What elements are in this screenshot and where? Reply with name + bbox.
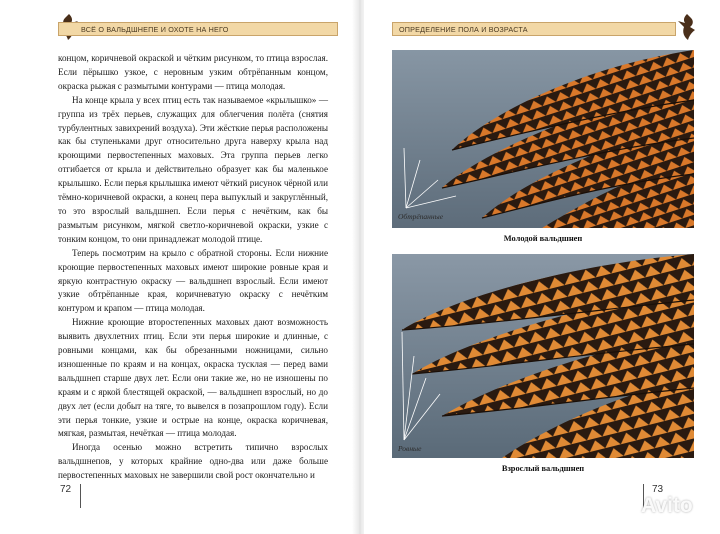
paragraph: Иногда осенью можно встретить типично взрослых вальдшнепов, у которых крайние одно-два или даже больше первостепенных маховых не завершили свой рост окончательно и [58,442,328,481]
paragraph: Теперь посмотрим на крыло с обратной стороны. Если нижние кроющие первостепенных маховых имеют широкие ровные края и яркую контрастную окраску — вальдшнеп взрослый. Если имеют узкие обтрёпанные края, коричневатую окраску с нечётким контуром и крапом — птица молодая. [58,247,328,314]
page-number: 72 [60,484,72,495]
left-page [0,0,356,534]
paragraph: Нижние кроющие второстепенных маховых дают возможность выявить двухлетних птиц. Если эти перья широкие и длинные, с ровными концами, как бы обрезанными ножницами, сильно изношенные по краям и на концах, окраска тусклая — перед вами вальдшнеп старше двух лет. Если они такие же, но не изношены по краям и с яркой блестящей окраской, — вальдшнеп взрослый, но до двух лет (если добыт на тяге, то вывелся в позапрошлом году). Если эти перья тонкие, узкие и острые на конце, окраска коричневая, мягкая, размытая, нечёткая — птица молодая. [58,317,328,439]
wing-photo-young [392,50,694,228]
avito-logo-icon [612,495,638,517]
body-text [58,52,328,483]
wing-photo-adult [392,254,694,458]
avito-watermark [612,494,712,524]
page-number: 73 [652,484,664,495]
right-page [364,0,720,534]
photo-label: Ровные [398,444,422,453]
photo-caption: Молодой вальдшнеп [503,234,583,243]
paragraph: концом, коричневой окраской и чётким рисунком, то птица взрослая. Если пёрышко узкое, с неровным узким обтрёпанным концом, окраска рыжая с размытыми контурами — птица молодая. [58,53,328,91]
watermark-text: Avito [641,494,693,517]
photo-caption: Взрослый вальдшнеп [501,464,585,473]
paragraph: На конце крыла у всех птиц есть так называемое «крылышко» — группа из трёх перьев, служащих для облегчения полёта (снятия турбулентных завихрений воздуха). Эти жёсткие перья расположены как бы ступеньками друг относительно друга наверху крыла над кроющими первостепенных маховых. Эта группа перьев легко отгибается от крыла и действительно образует как бы маленькое крылышко. Если перья крылышка имеют чёткий рисунок чёрной или тёмно-коричневой окраски, а конец пера выпуклый и закруглённый, то это взрослый вальдшнеп. Если перья с нечётким, как бы размытым рисунком, мягкой светло-коричневой окраски, узкие с тонким концом, то они принадлежат молодой птице. [58,94,328,244]
woodcock-bird-icon [676,12,698,42]
running-header: ВСЁ О ВАЛЬДШНЕПЕ И ОХОТЕ НА НЕГО [58,22,338,36]
photo-label: Обтрёпанные [398,212,444,221]
running-header: ОПРЕДЕЛЕНИЕ ПОЛА И ВОЗРАСТА [392,22,676,36]
page-number-rule [80,484,81,508]
